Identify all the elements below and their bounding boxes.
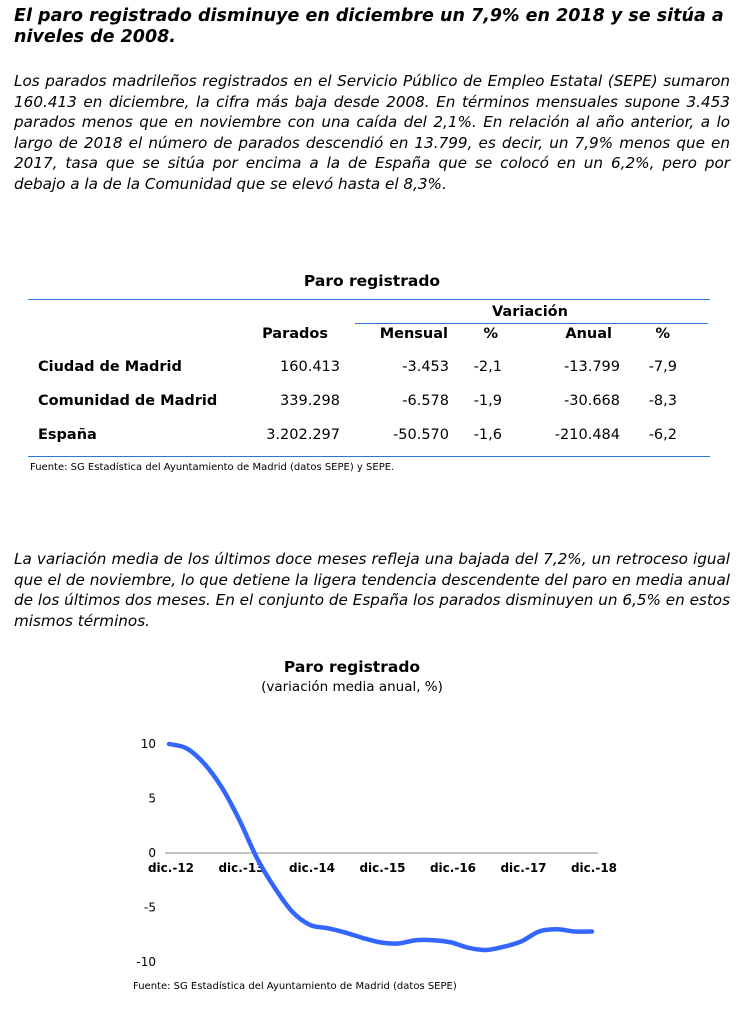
y-tick-label: 0: [148, 846, 156, 860]
y-tick-label: -5: [144, 900, 156, 915]
chart-subtitle: (variación media anual, %): [261, 679, 443, 695]
col-anual-pct: %: [655, 326, 670, 342]
row-mensual-pct: -1,6: [473, 427, 502, 443]
row-mensual: -50.570: [393, 427, 449, 443]
line-chart: [0, 700, 744, 1000]
variation-rule: [355, 323, 708, 324]
chart-title: Paro registrado: [283, 658, 421, 676]
x-tick-label: dic.-16: [429, 861, 477, 875]
row-parados: 339.298: [280, 393, 340, 409]
table-top-rule: [28, 299, 710, 300]
row-mensual: -6.578: [402, 393, 449, 409]
row-mensual-pct: -1,9: [473, 393, 502, 409]
row-anual-pct: -6,2: [648, 427, 677, 443]
col-mensual: Mensual: [379, 326, 448, 342]
x-tick-label: dic.-14: [288, 861, 336, 875]
chart-source: Fuente: SG Estadística del Ayuntamiento de Madrid (datos SEPE): [133, 981, 457, 992]
intro-paragraph: Los parados madrileños registrados en el Servicio Público de Empleo Estatal (SEPE) sumaron 160.413 en diciembre, la cifra más baja desde 2008. En términos mensuales supone 3.453 parados menos que en noviembre con una caída del 2,1%. En relación al año anterior, a lo largo de 2018 el número de parados descendió en 13.799, es decir, un 7,9% menos que en 2017, tasa que se sitúa por encima a la de España que se colocó en un 6,2%, pero por debajo a la de la Comunidad que se elevó hasta el 8,3%.: [14, 72, 730, 193]
col-mensual-pct: %: [483, 326, 498, 342]
headline: El paro registrado disminuye en diciembre un 7,9% en 2018 y se sitúa a niveles de 2008.: [14, 6, 724, 47]
row-mensual: -3.453: [402, 359, 449, 375]
x-tick-label: dic.-18: [570, 861, 618, 875]
x-tick-label: dic.-17: [500, 861, 547, 875]
row-anual-pct: -8,3: [648, 393, 677, 409]
row-anual: -13.799: [564, 359, 620, 375]
series-line: [169, 744, 592, 950]
y-tick-label: -10: [136, 955, 156, 969]
table-title: Paro registrado: [303, 272, 441, 290]
x-tick-label: dic.-12: [147, 861, 195, 875]
x-tick-label: dic.-13: [218, 861, 265, 875]
col-parados: Parados: [262, 326, 328, 342]
row-label: Ciudad de Madrid: [38, 359, 182, 375]
row-parados: 160.413: [280, 359, 340, 375]
x-tick-labels: [148, 861, 617, 875]
row-anual: -30.668: [564, 393, 620, 409]
second-paragraph: La variación media de los últimos doce meses refleja una bajada del 7,2%, un retroceso igual que el de noviembre, lo que detiene la ligera tendencia descendente del paro en media anual de los últimos dos meses. En el conjunto de España los parados disminuyen un 6,5% en estos mismos términos.: [14, 550, 730, 630]
table-source: Fuente: SG Estadística del Ayuntamiento de Madrid (datos SEPE) y SEPE.: [30, 462, 395, 473]
row-label: Comunidad de Madrid: [38, 393, 218, 409]
row-parados: 3.202.297: [266, 427, 340, 443]
y-tick-label: 5: [148, 791, 156, 806]
variation-header: Variación: [492, 304, 568, 320]
row-mensual-pct: -2,1: [473, 359, 502, 375]
col-anual: Anual: [565, 326, 612, 342]
row-anual-pct: -7,9: [648, 359, 677, 375]
row-label: España: [38, 427, 97, 443]
x-tick-label: dic.-15: [359, 861, 406, 875]
table-bottom-rule: [28, 456, 710, 457]
y-tick-labels: [136, 737, 156, 969]
y-tick-label: 10: [140, 737, 156, 751]
row-anual: -210.484: [554, 427, 620, 443]
